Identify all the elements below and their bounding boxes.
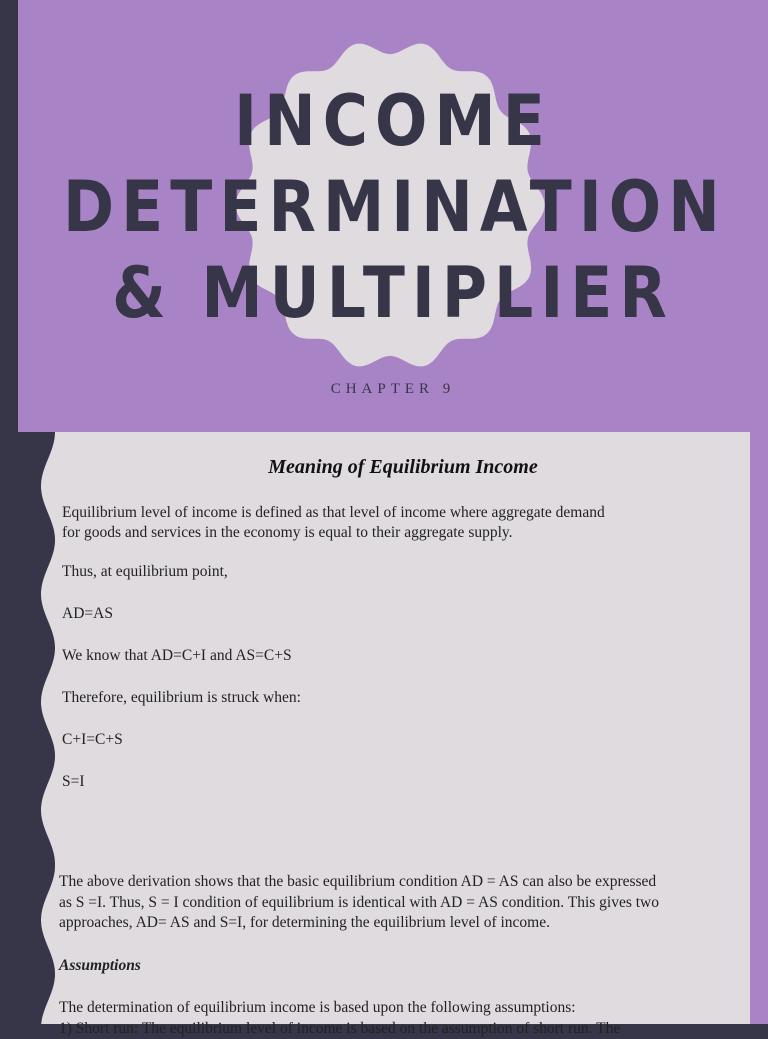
- equation-ad-as: AD=AS: [62, 604, 742, 624]
- wavy-left-border: [0, 432, 56, 866]
- assumptions-intro: The determination of equilibrium income is based upon the following assumptions:: [59, 998, 745, 1019]
- slide-heading: Meaning of Equilibrium Income: [56, 456, 750, 479]
- slide-body: [59, 872, 745, 1039]
- derivation-line-3: approaches, AD= AS and S=I, for determining the equilibrium level of income.: [59, 913, 745, 934]
- assumption-1: 1) Short run: The equilibrium level of income is based on the assumption of short run. The: [59, 1019, 745, 1039]
- definition-line-1: Equilibrium level of income is defined as that level of income where aggregate demand: [62, 503, 742, 523]
- derivation-line-2: as S =I. Thus, S = I condition of equilibrium is identical with AD = AS condition. This gives two: [59, 893, 745, 914]
- derivation-slide: [0, 866, 768, 1024]
- left-accent-bar: [0, 0, 18, 432]
- derivation-line-1: The above derivation shows that the basic equilibrium condition AD = AS can also be expressed: [59, 872, 745, 893]
- equation-s-i: S=I: [62, 772, 742, 792]
- title-slide: [0, 0, 768, 432]
- slide-body: [62, 503, 742, 792]
- equation-ci-cs: C+I=C+S: [62, 730, 742, 750]
- know-line: We know that AD=C+I and AS=C+S: [62, 646, 742, 666]
- assumptions-heading: Assumptions: [59, 956, 745, 977]
- definition-line-2: for goods and services in the economy is equal to their aggregate supply.: [62, 523, 742, 543]
- therefore-line: Therefore, equilibrium is struck when:: [62, 688, 742, 708]
- title-line-2: DETERMINATION: [63, 164, 723, 250]
- slide-title: [63, 78, 723, 336]
- wavy-left-border: [0, 866, 56, 1024]
- thus-line: Thus, at equilibrium point,: [62, 562, 742, 582]
- title-line-1: INCOME: [63, 78, 723, 164]
- equilibrium-slide: [0, 432, 768, 866]
- title-line-3: & MULTIPLIER: [63, 250, 723, 336]
- chapter-subtitle: CHAPTER 9: [18, 381, 768, 398]
